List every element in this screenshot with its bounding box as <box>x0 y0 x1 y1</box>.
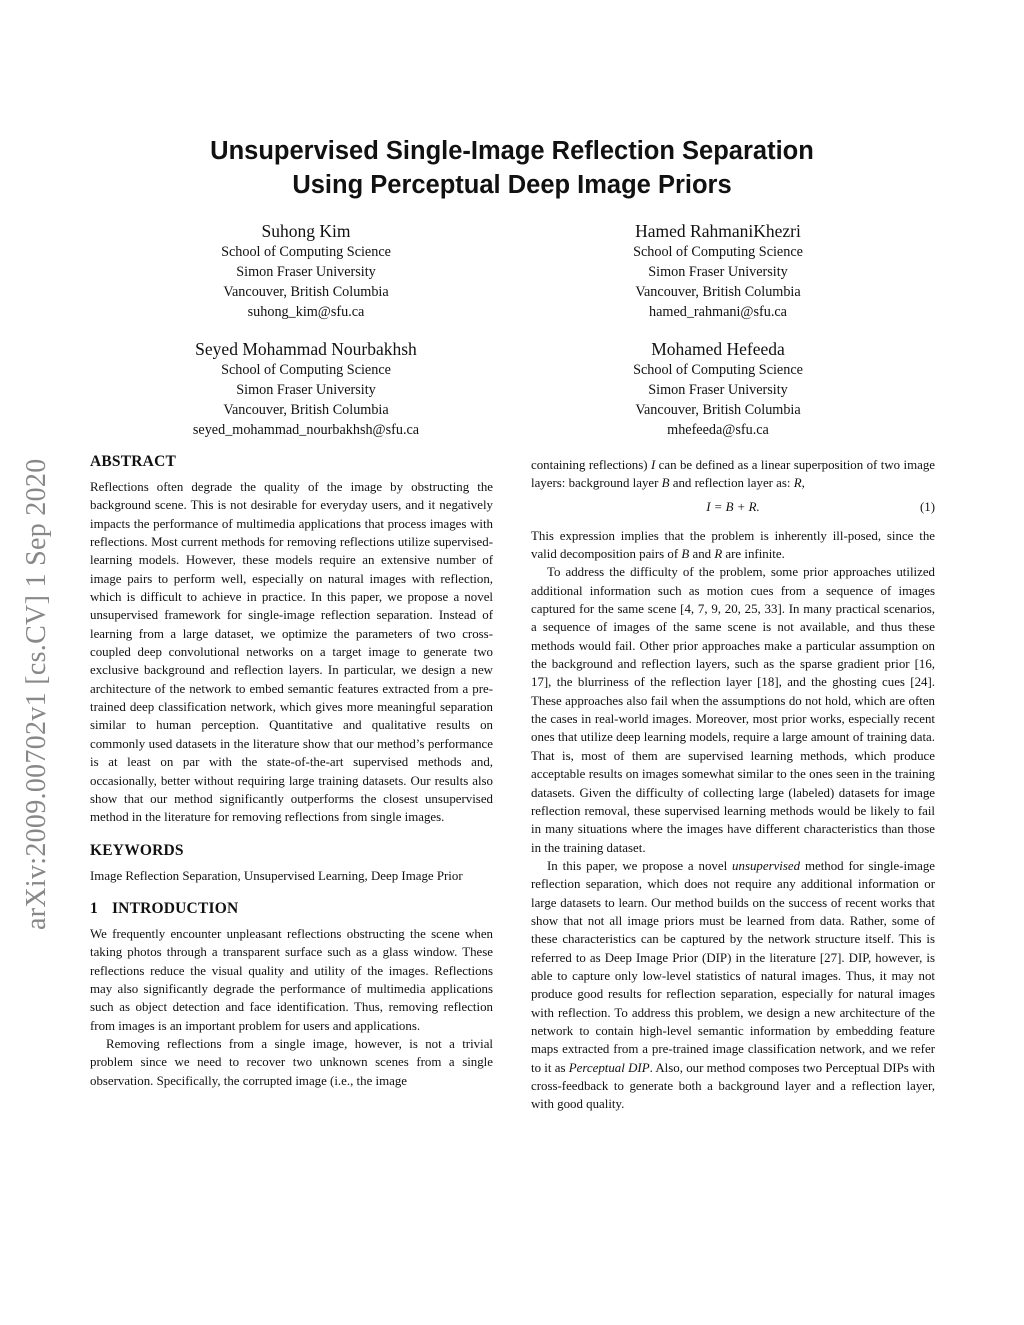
equation-expression: I = B + R. <box>706 499 760 514</box>
text-run: , <box>801 476 805 491</box>
equation-number: (1) <box>919 499 935 514</box>
author-dept: School of Computing Science <box>221 244 391 260</box>
keywords-text: Image Reflection Separation, Unsupervised Learning, Deep Image Prior <box>90 868 463 883</box>
author-block-3 <box>136 338 476 440</box>
math-symbol: R <box>714 547 723 562</box>
author-univ: Simon Fraser University <box>236 382 376 398</box>
right-paragraph-2 <box>531 527 935 564</box>
math-symbol: B <box>661 476 670 491</box>
author-email: hamed_rahmani@sfu.ca <box>649 304 787 320</box>
author-block-1 <box>136 220 476 322</box>
author-block-4 <box>548 338 888 440</box>
author-dept: School of Computing Science <box>633 362 803 378</box>
left-column <box>90 452 493 1090</box>
text-run: . Also, our method composes two Perceptual DIPs with cross-feedback to generate both a background layer and a reflection layer, with good quality. <box>531 1060 935 1112</box>
introduction-heading <box>90 899 493 919</box>
author-email: mhefeeda@sfu.ca <box>667 422 769 438</box>
paper-title <box>90 134 934 202</box>
section-title: INTRODUCTION <box>111 899 239 917</box>
author-dept: School of Computing Science <box>633 244 803 260</box>
intro-paragraph-2: Removing reflections from a single image, however, is not a trivial problem since we need to recover two unknown scenes from a single observation. Specifically, the corrupted image (i.e., the image <box>90 1036 493 1088</box>
right-column <box>531 456 935 1114</box>
author-univ: Simon Fraser University <box>236 264 376 280</box>
text-run: are infinite. <box>722 547 785 562</box>
author-univ: Simon Fraser University <box>648 382 788 398</box>
equation-1 <box>531 493 935 521</box>
arxiv-identifier: arXiv:2009.00702v1 [cs.CV] 1 Sep 2020 <box>21 458 52 930</box>
author-univ: Simon Fraser University <box>648 264 788 280</box>
right-paragraph-1 <box>531 456 935 493</box>
text-run: method for single-image reflection separation, which does not require any additional information or large datasets to learn. Our method builds on the success of recent works that show that not all image priors must be learned from data. Rather, some of these characteristics can be captured by the network structure itself. This is referred to as Deep Image Prior (DIP) in the literature [27]. DIP, however, is able to capture only low-level statistics of natural images. Thus, it may not produce good results for reflection separation, especially for natural images with reflection. To address this problem, we design a new architecture of the network to contain high-level semantic information by embedding feature maps extracted from a pre-trained image classification network, and we refer to it as <box>531 858 935 1075</box>
abstract-text: Reflections often degrade the quality of the image by obstructing the background scene. This is not desirable for everyday users, and it negatively impacts the performance of multimedia applications that process images with reflections. Most current methods for removing reflections utilize supervised-learning models. However, these models require an extensive number of image pairs to perform well, especially on natural images with reflection, which is difficult to achieve in practice. In this paper, we propose a novel unsupervised framework for single-image reflection separation. Instead of learning from a large dataset, we optimize the parameters of two cross-coupled deep convolutional networks on a target image to generate two exclusive background and reflection layers. In particular, we design a new architecture of the network to embed semantic features extracted from a pre-trained deep classification network, which gives more meaningful separation similar to human perception. Quantitative and qualitative results on commonly used datasets in the literature show that our method’s performance is at least on par with the state-of-the-art supervised methods and, occasionally, better without requiring large training datasets. Our results also show that our method significantly outperforms the closest unsupervised method in the literature for removing reflections from single images. <box>90 480 493 825</box>
text-run: In this paper, we propose a novel <box>547 858 733 873</box>
math-symbol: B <box>681 547 690 562</box>
right-paragraph-3: To address the difficulty of the problem, some prior approaches utilized additional information such as motion cues from a sequence of images captured for the same scene [4, 7, 9, 20, 25, 33]. In many practical scenarios, a sequence of images of the same scene is not available, and thus these methods would fail. Other prior approaches make a particular assumption on the background and reflection layers, such as the sparse gradient prior [16, 17], the blurriness of the reflection layer [18], and the ghosting cues [24]. These approaches also fail when the assumptions do not hold, which are often the cases in real-world images. Moreover, most prior works, especially recent ones that utilize deep learning models, require a large amount of training data. That is, most of them are supervised learning methods, which produce acceptable results on images somewhat similar to the ones seen in the training datasets. Given the difficulty of collecting large (labeled) datasets for image reflection removal, these supervised learning methods would be likely to fail in many situations where the images have different characteristics than those in the training dataset. <box>531 565 935 855</box>
math-symbol: R <box>793 476 802 491</box>
author-name: Seyed Mohammad Nourbakhsh <box>195 339 417 359</box>
abstract-heading: ABSTRACT <box>90 453 177 470</box>
author-email: suhong_kim@sfu.ca <box>247 304 365 320</box>
text-run: can be defined as a linear superposition of two image layers: background layer <box>531 458 935 491</box>
title-line-2: Using Perceptual Deep Image Priors <box>292 171 732 199</box>
author-name: Suhong Kim <box>261 221 351 241</box>
math-symbol: I <box>650 458 656 472</box>
author-location: Vancouver, British Columbia <box>635 284 801 300</box>
author-location: Vancouver, British Columbia <box>635 402 801 418</box>
author-name: Mohamed Hefeeda <box>651 339 785 359</box>
right-paragraph-4 <box>531 857 935 1114</box>
section-number: 1 <box>90 899 98 917</box>
text-run: containing reflections) <box>531 458 651 472</box>
author-name: Hamed RahmaniKhezri <box>635 221 801 241</box>
intro-paragraph-1: We frequently encounter unpleasant reflections obstructing the scene when taking photos through a transparent surface such as a glass window. These reflections reduce the visual quality and utility of the images. Reflections may also significantly degrade the performance of multimedia applications such as object detection and face identification. Thus, removing reflection from images is an important problem for users and applications. <box>90 926 493 1033</box>
emphasis: unsupervised <box>732 858 801 873</box>
emphasis: Perceptual DIP <box>568 1060 650 1075</box>
author-location: Vancouver, British Columbia <box>223 402 389 418</box>
author-email: seyed_mohammad_nourbakhsh@sfu.ca <box>192 422 420 438</box>
keywords-heading: KEYWORDS <box>90 841 184 859</box>
author-block-2 <box>548 220 888 322</box>
text-run: and reflection layer as: <box>669 476 794 491</box>
title-line-1: Unsupervised Single-Image Reflection Separation <box>210 137 814 165</box>
text-run: and <box>689 547 715 562</box>
author-dept: School of Computing Science <box>221 362 391 378</box>
author-location: Vancouver, British Columbia <box>223 284 389 300</box>
text-run: This expression implies that the problem is inherently ill-posed, since the valid decomposition pairs of <box>531 528 935 562</box>
